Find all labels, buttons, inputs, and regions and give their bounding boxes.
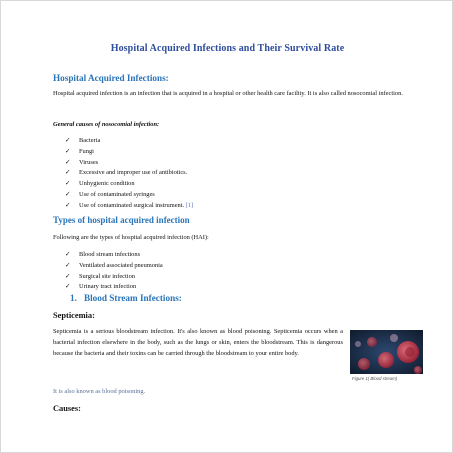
check-mark-icon: ✓	[65, 200, 71, 209]
causes-subheading: General causes of nosocomial infection:	[53, 121, 160, 128]
section-heading-blood-stream	[70, 293, 182, 303]
check-mark-icon: ✓	[65, 271, 71, 280]
types-list	[65, 249, 163, 292]
heading-hospital-acquired-infections: Hospital Acquired Infections:	[53, 73, 169, 83]
list-item-label: Urinary tract infection	[79, 283, 137, 291]
citation-link[interactable]: [1]	[185, 201, 194, 209]
list-item	[65, 271, 163, 282]
types-intro: Following are the types of hospital acquired infection (HAI):	[53, 234, 209, 241]
list-item-label: Fungi	[79, 147, 94, 155]
check-mark-icon: ✓	[65, 157, 71, 166]
list-item-label: Blood stream infections	[79, 251, 141, 258]
septicemia-paragraph: Septicemia is a serious bloodstream infection. It's also known as blood poisoning. Septicemia occurs when a bacterial infection elsewhere in the body, such as the lungs or skin, enters the bloodstream. This is dangerous because the bacteria and their toxins can be carried through the bloodstream to your entire body.	[53, 328, 343, 357]
list-item	[65, 135, 193, 146]
causes-list	[65, 135, 193, 211]
heading-septicemia: Septicemia:	[53, 311, 95, 320]
section-title: Blood Stream Infections:	[84, 293, 182, 303]
list-item-label: Ventilated associated pneumonia	[79, 261, 163, 269]
check-mark-icon: ✓	[65, 250, 71, 258]
list-item	[65, 281, 163, 292]
check-mark-icon: ✓	[65, 282, 71, 291]
check-mark-icon: ✓	[65, 146, 71, 155]
list-item	[65, 260, 163, 271]
document-title: Hospital Acquired Infections and Their Survival Rate	[110, 43, 345, 54]
check-mark-icon: ✓	[65, 260, 71, 269]
blood-poisoning-note: It is also known as blood poisoning.	[53, 388, 146, 395]
heading-causes: Causes:	[53, 404, 81, 413]
intro-paragraph: Hospital acquired infection is an infection that is acquired in a hospital or other health care facility. It is also called nosocomial infection.	[53, 90, 403, 97]
check-mark-icon: ✓	[65, 179, 71, 188]
section-number: 1.	[70, 293, 77, 303]
check-mark-icon: ✓	[65, 189, 71, 198]
list-item	[65, 167, 193, 178]
list-item-label: Surgical site infection	[79, 272, 135, 280]
list-item-label: Use of contaminated surgical instrument.	[79, 201, 185, 209]
check-mark-icon: ✓	[65, 136, 71, 144]
blood-cells-image	[350, 330, 423, 374]
list-item	[65, 146, 193, 157]
list-item	[65, 178, 193, 189]
list-item	[65, 189, 193, 200]
check-mark-icon: ✓	[65, 168, 71, 177]
list-item	[65, 157, 193, 168]
blood-stream-figure	[350, 330, 423, 374]
list-item-label: Viruses	[79, 158, 99, 166]
list-item-label: Bacteria	[79, 137, 101, 144]
heading-types-of-hai: Types of hospital acquired infection	[53, 215, 190, 225]
figure-caption: Figure 1( Blood stream)	[352, 376, 398, 381]
list-item-label: Unhygienic condition	[79, 180, 135, 188]
list-item	[65, 249, 163, 260]
list-item-label: Use of contaminated syringes	[79, 190, 155, 198]
list-item	[65, 200, 193, 211]
list-item-label: Excessive and improper use of antibiotics.	[79, 169, 188, 177]
